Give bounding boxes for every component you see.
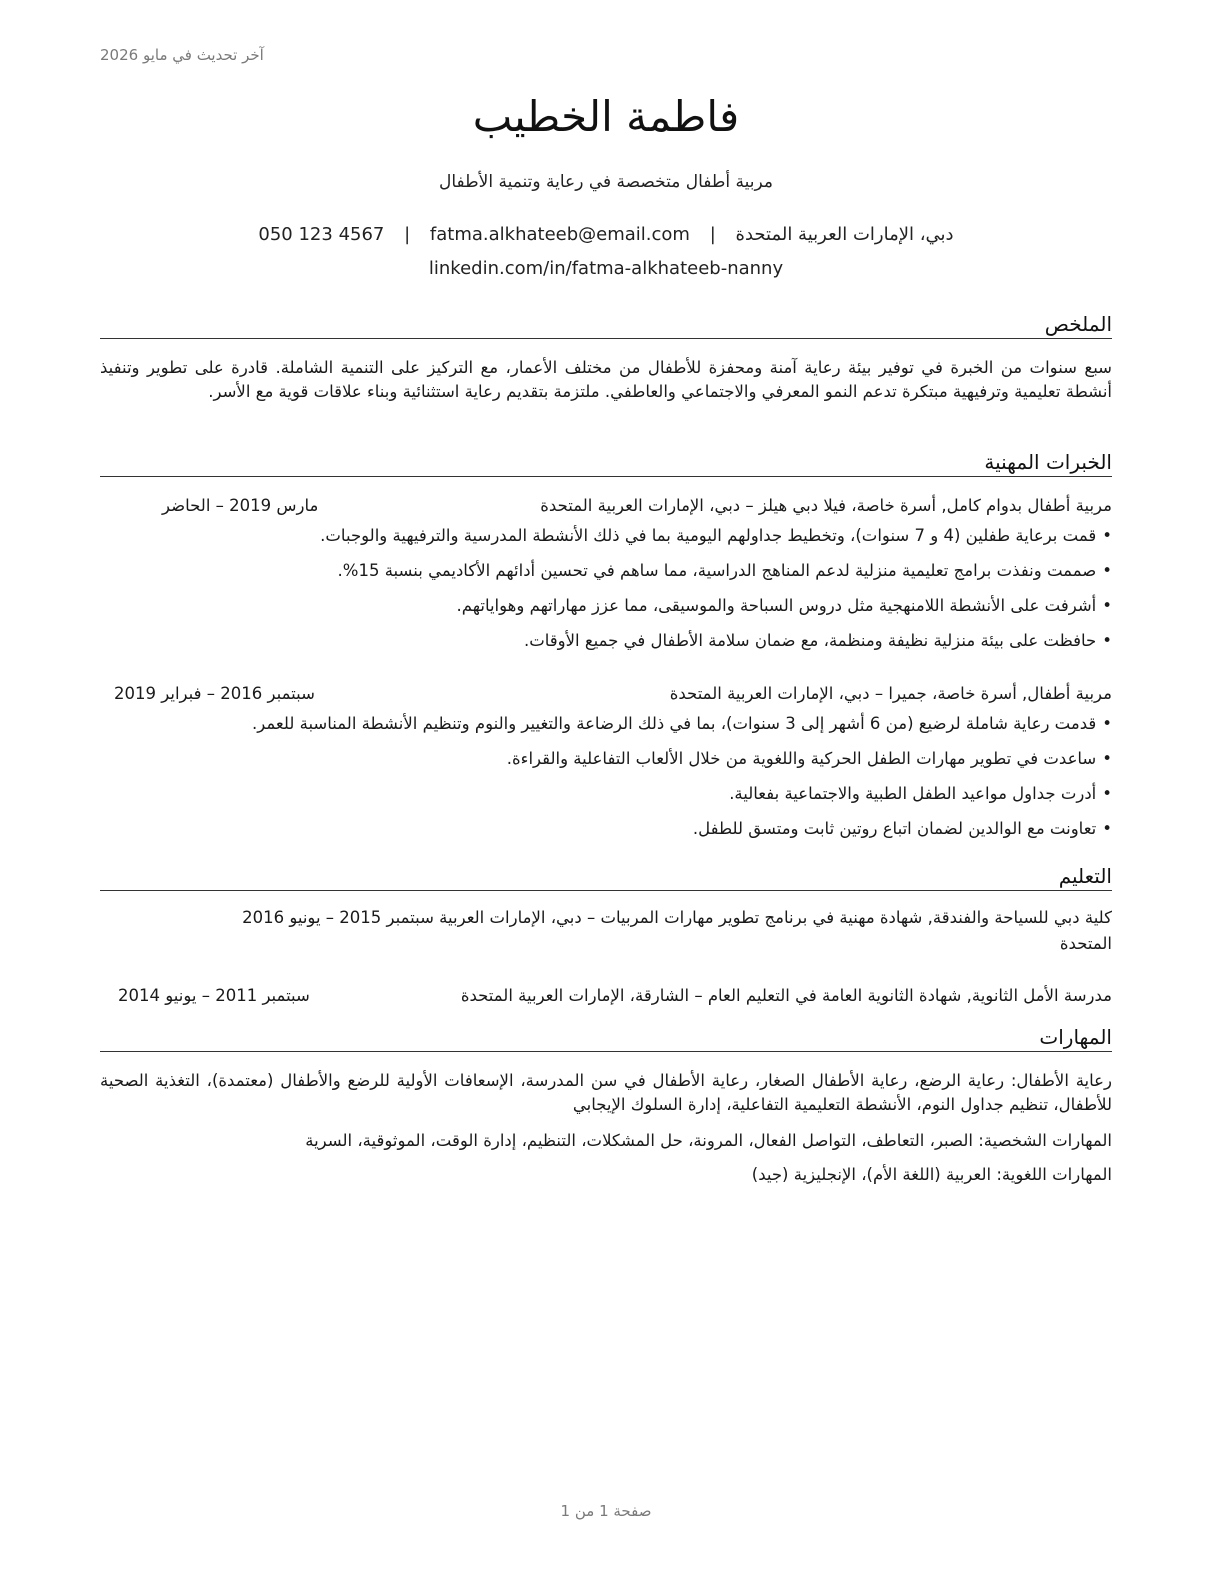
education-heading: مدرسة الأمل الثانوية, شهادة الثانوية العامة في التعليم العام – الشارقة، الإمارات العربية المتحدة (460, 986, 1112, 1005)
contact-linkedin[interactable]: linkedin.com/in/fatma-alkhateeb-nanny (428, 258, 784, 279)
contact-separator: | (709, 224, 716, 245)
last-updated-note: آخر تحديث في مايو 2026 (100, 46, 264, 64)
section-title-experience: الخبرات المهنية (100, 450, 1112, 477)
education-dates: سبتمبر 2011 – يونيو 2014 (118, 986, 310, 1005)
job-bullets-2 (100, 712, 1112, 852)
contact-email[interactable]: fatma.alkhateeb@email.com (429, 224, 690, 245)
candidate-name: فاطمة الخطيب (472, 92, 740, 141)
skills-languages: المهارات اللغوية: العربية (اللغة الأم)، الإنجليزية (جيد) (751, 1165, 1112, 1184)
resume-page (100, 0, 1112, 1584)
list-item: •أدرت جداول مواعيد الطفل الطبية والاجتماعية بفعالية. (729, 784, 1112, 803)
skills-childcare: رعاية الأطفال: رعاية الرضع، رعاية الأطفال الصغار، رعاية الأطفال في سن المدرسة، الإسعافات الأولية للرضع والأطفال (معتمدة)، التغذية الصحية للأطفال، تنظيم جداول النوم، الأنشطة التعليمية التفاعلية، إدارة السلوك الإيجابي (100, 1071, 1112, 1114)
contact-location: دبي، الإمارات العربية المتحدة (735, 224, 954, 245)
job-bullets-1 (100, 524, 1112, 664)
education-heading: كلية دبي للسياحة والفندقة, شهادة مهنية في برنامج تطوير مهارات المربيات – دبي، الإمارات العربية سبتمبر 2015 – يونيو 2016 (242, 908, 1112, 927)
skills-personal: المهارات الشخصية: الصبر، التعاطف، التواصل الفعال، المرونة، حل المشكلات، التنظيم، إدارة الوقت، الموثوقية، السرية (305, 1131, 1112, 1150)
list-item: •قدمت رعاية شاملة لرضيع (من 6 أشهر إلى 3 سنوات)، بما في ذلك الرضاعة والتغيير والنوم وتنظيم الأنشطة المناسبة للعمر. (252, 714, 1112, 733)
list-item: •تعاونت مع الوالدين لضمان اتباع روتين ثابت ومتسق للطفل. (692, 819, 1112, 838)
list-item: •صممت ونفذت برامج تعليمية منزلية لدعم المناهج الدراسية، مما ساهم في تحسين أدائهم الأكاديمي بنسبة 15%. (337, 561, 1112, 580)
list-item: •ساعدت في تطوير مهارات الطفل الحركية واللغوية من خلال الألعاب التفاعلية والقراءة. (506, 749, 1112, 768)
contact-phone: 050 123 4567 (258, 224, 385, 245)
contact-separator: | (404, 224, 411, 245)
section-title-summary: الملخص (100, 312, 1112, 339)
section-title-skills: المهارات (100, 1025, 1112, 1052)
list-item: •أشرفت على الأنشطة اللامنهجية مثل دروس السباحة والموسيقى، مما عزز مهاراتهم وهواياتهم. (456, 596, 1112, 615)
contact-line (100, 224, 1112, 245)
job-dates: سبتمبر 2016 – فبراير 2019 (114, 684, 315, 703)
education-heading-continued: المتحدة (1059, 934, 1112, 953)
candidate-tagline: مربية أطفال متخصصة في رعاية وتنمية الأطفال (439, 172, 773, 192)
job-dates: مارس 2019 – الحاضر (162, 496, 319, 515)
list-item: •حافظت على بيئة منزلية نظيفة ومنظمة، مع ضمان سلامة الأطفال في جميع الأوقات. (523, 631, 1112, 650)
job-heading: مربية أطفال, أسرة خاصة، جميرا – دبي، الإمارات العربية المتحدة (669, 684, 1112, 703)
section-title-education: التعليم (100, 864, 1112, 891)
summary-text: سبع سنوات من الخبرة في توفير بيئة رعاية آمنة ومحفزة للأطفال من مختلف الأعمار، مع التركيز على التنمية الشاملة. قادرة على تطوير وتنفيذ أنشطة تعليمية وترفيهية مبتكرة تدعم النمو المعرفي والاجتماعي والعاطفي. ملتزمة بتقديم رعاية استثنائية وبناء علاقات قوية مع الأسر. (100, 358, 1112, 401)
page-number: صفحة 1 من 1 (560, 1502, 652, 1520)
job-heading: مربية أطفال بدوام كامل, أسرة خاصة، فيلا دبي هيلز – دبي، الإمارات العربية المتحدة (540, 496, 1112, 515)
list-item: •قمت برعاية طفلين (4 و 7 سنوات)، وتخطيط جداولهم اليومية بما في ذلك الأنشطة المدرسية والترفيهية والوجبات. (320, 526, 1112, 545)
